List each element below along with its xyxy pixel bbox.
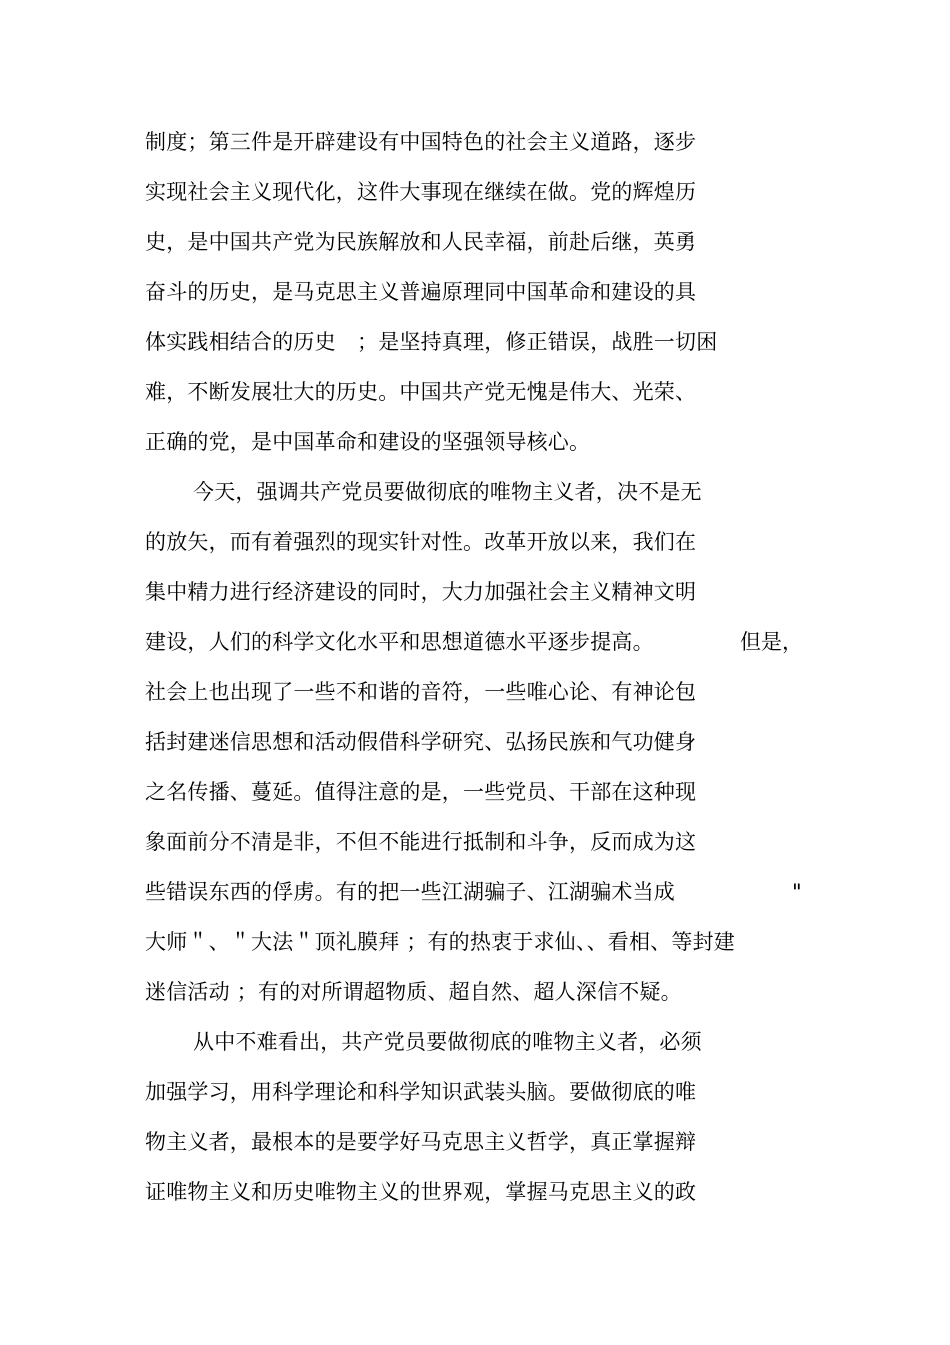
- text-line: 正确的党，是中国革命和建设的坚强领导核心。: [145, 430, 591, 454]
- paragraph-first-line: 从中不难看出，共产党员要做彻底的唯物主义者，必须: [193, 1030, 702, 1054]
- text-line: 史，是中国共产党为民族解放和人民幸福，前赴后继，英勇: [145, 230, 697, 254]
- text-line: 社会上也出现了一些不和谐的音符，一些唯心论、有神论包: [145, 680, 697, 704]
- quote-mark: ": [792, 880, 802, 904]
- text-line: 之名传播、蔓延。值得注意的是，一些党员、干部在这种现: [145, 780, 697, 804]
- text-line: 的放矢，而有着强烈的现实针对性。改革开放以来，我们在: [145, 530, 697, 554]
- text-line: 证唯物主义和历史唯物主义的世界观，掌握马克思主义的政: [145, 1180, 697, 1204]
- text-line: 实现社会主义现代化，这件大事现在继续在做。党的辉煌历: [145, 180, 697, 204]
- text-line: 集中精力进行经济建设的同时，大力加强社会主义精神文明: [145, 580, 697, 604]
- text-line: 大师＂、＂大法＂顶礼膜拜 ；有的热衷于求仙、、看相、等封建: [145, 930, 735, 954]
- paragraph-first-line: 今天，强调共产党员要做彻底的唯物主义者，决不是无: [193, 480, 702, 504]
- text-line: 体实践相结合的历史 ；是坚持真理，修正错误，战胜一切困: [145, 330, 718, 354]
- text-line: 象面前分不清是非，不但不能进行抵制和斗争，反而成为这: [145, 830, 697, 854]
- text-line: 些错误东西的俘虏。有的把一些江湖骗子、江湖骗术当成: [145, 880, 675, 904]
- text-line: 难，不断发展壮大的历史。中国共产党无愧是伟大、光荣、: [145, 380, 697, 404]
- text-line: 建设，人们的科学文化水平和思想道德水平逐步提高。: [145, 630, 654, 654]
- text-line: 加强学习，用科学理论和科学知识武装头脑。要做彻底的唯: [145, 1080, 697, 1104]
- text-line: 迷信活动 ；有的对所谓超物质、超自然、超人深信不疑。: [145, 980, 682, 1004]
- text-line: 物主义者，最根本的是要学好马克思主义哲学，真正掌握辩: [145, 1130, 697, 1154]
- text-line-fragment: 但是，: [740, 630, 803, 654]
- text-line: 括封建迷信思想和活动假借科学研究、弘扬民族和气功健身: [145, 730, 697, 754]
- text-line: 制度；第三件是开辟建设有中国特色的社会主义道路，逐步: [145, 130, 697, 154]
- text-line: 奋斗的历史，是马克思主义普遍原理同中国革命和建设的具: [145, 280, 697, 304]
